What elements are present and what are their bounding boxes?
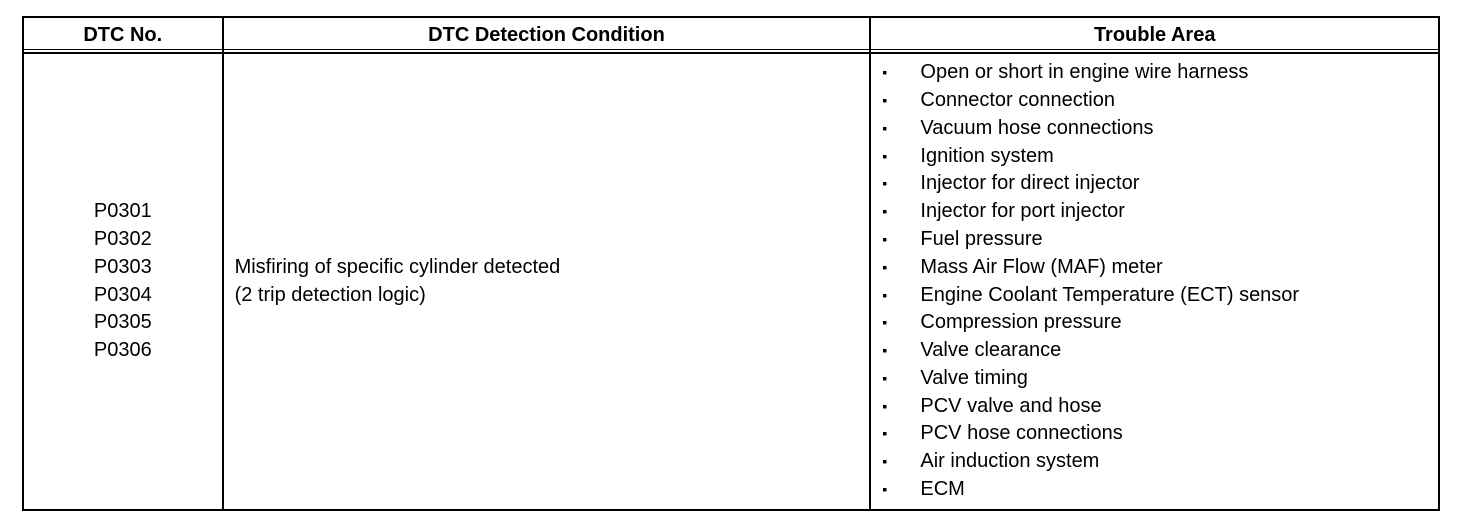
trouble-area-label: PCV hose connections [920,422,1123,445]
trouble-area-list [871,55,1438,508]
square-bullet-icon: ▪ [882,453,888,470]
list-item [871,143,1438,171]
dtc-code: P0301 [93,200,152,223]
trouble-area-label: ECM [920,478,965,501]
square-bullet-icon: ▪ [882,119,888,136]
detection-condition-cell [223,53,871,510]
list-item [871,365,1438,393]
trouble-area-label: Vacuum hose connections [920,116,1154,139]
square-bullet-icon: ▪ [882,425,888,442]
square-bullet-icon: ▪ [882,397,888,414]
condition-line: Misfiring of specific cylinder detected [234,255,561,278]
dtc-code: P0303 [93,255,152,278]
trouble-area-label: Ignition system [920,144,1054,167]
list-item [871,226,1438,254]
trouble-area-cell [870,53,1439,510]
list-item [871,309,1438,337]
square-bullet-icon: ▪ [882,91,888,108]
dtc-codes-cell [23,53,223,510]
header-detection-condition: DTC Detection Condition [223,17,871,53]
trouble-area-label: Injector for direct injector [920,172,1140,195]
square-bullet-icon: ▪ [882,342,888,359]
list-item [871,59,1438,87]
list-item [871,420,1438,448]
list-item [871,198,1438,226]
list-item [871,282,1438,310]
trouble-area-label: Injector for port injector [920,200,1125,223]
list-item [871,476,1438,504]
header-dtc-no: DTC No. [23,17,223,53]
trouble-area-label: Air induction system [920,450,1100,473]
trouble-area-label: Connector connection [920,88,1115,111]
list-item [871,87,1438,115]
dtc-code: P0305 [93,311,152,334]
square-bullet-icon: ▪ [882,258,888,275]
square-bullet-icon: ▪ [882,203,888,220]
square-bullet-icon: ▪ [882,369,888,386]
trouble-area-label: Compression pressure [920,311,1122,334]
square-bullet-icon: ▪ [882,175,888,192]
table-row [23,53,1439,510]
trouble-area-label: Fuel pressure [920,227,1043,250]
dtc-code: P0304 [93,283,152,306]
square-bullet-icon: ▪ [882,286,888,303]
dtc-code: P0302 [93,227,152,250]
list-item [871,115,1438,143]
trouble-area-label: Open or short in engine wire harness [920,61,1249,84]
list-item [871,254,1438,282]
square-bullet-icon: ▪ [882,64,888,81]
square-bullet-icon: ▪ [882,481,888,498]
trouble-area-label: PCV valve and hose [920,394,1102,417]
trouble-area-label: Engine Coolant Temperature (ECT) sensor [920,283,1300,306]
dtc-code: P0306 [93,339,152,362]
trouble-area-label: Mass Air Flow (MAF) meter [920,255,1163,278]
list-item [871,393,1438,421]
list-item [871,448,1438,476]
header-row [23,17,1439,53]
dtc-table [22,16,1440,511]
trouble-area-label: Valve timing [920,366,1028,389]
header-trouble-area: Trouble Area [870,17,1439,53]
table-body [23,53,1439,510]
table-header [23,17,1439,53]
square-bullet-icon: ▪ [882,230,888,247]
square-bullet-icon: ▪ [882,147,888,164]
square-bullet-icon: ▪ [882,314,888,331]
list-item [871,170,1438,198]
list-item [871,337,1438,365]
condition-line: (2 trip detection logic) [234,283,426,306]
trouble-area-label: Valve clearance [920,339,1062,362]
